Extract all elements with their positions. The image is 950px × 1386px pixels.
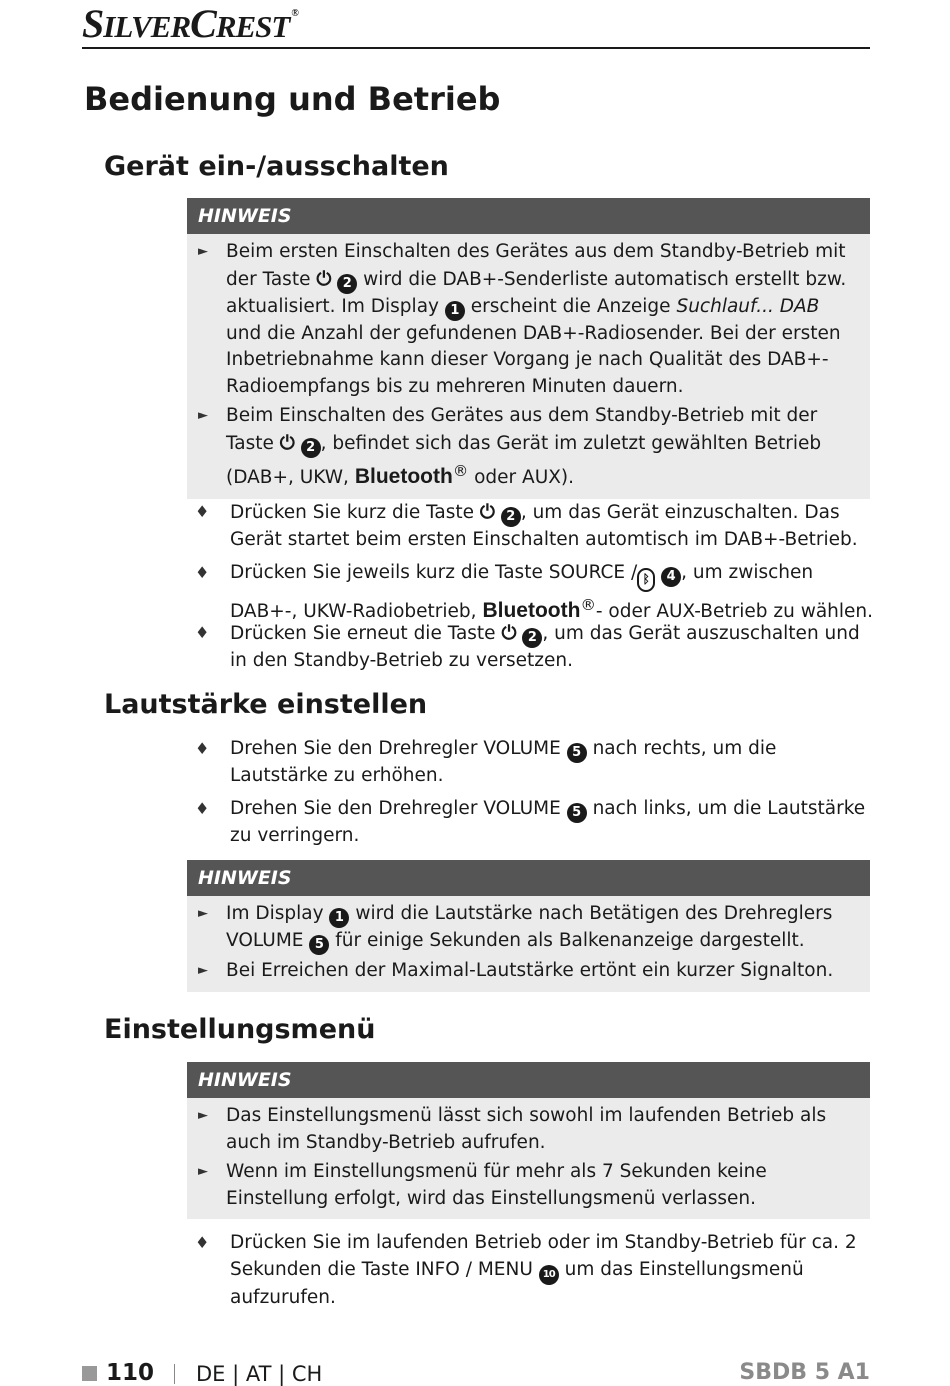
brand-logo: SILVERCREST ®	[82, 1, 298, 46]
diamond-bullet-icon: ♦	[195, 623, 210, 642]
list-item: ♦ Drücken Sie erneut die Taste ⏻ 2 , um das Gerät auszuschalten und in den Standby-Betrieb zu versetzen.	[195, 622, 860, 671]
list-item: ♦ Drehen Sie den Drehregler VOLUME 5 nach rechts, um die Lautstärke zu erhöhen.	[195, 738, 777, 786]
ref-number: 2	[337, 274, 357, 294]
note-item: ► Im Display 1 wird die Lautstärke nach Betätigen des Drehreglers VOLUME 5 für einige Sekunden als Balkenanzeige dargestellt.	[198, 901, 858, 955]
ref-number: 1	[329, 908, 349, 928]
section-heading-power: Gerät ein-/ausschalten	[104, 151, 449, 182]
ref-number: 4	[661, 567, 681, 587]
model-number: SBDB 5 A1	[739, 1360, 870, 1385]
triangle-arrow-icon: ►	[198, 1108, 208, 1123]
footer-square-icon	[82, 1366, 97, 1381]
note-box-volume	[187, 860, 870, 992]
page-number: 110	[106, 1360, 155, 1386]
power-icon: ⏻	[279, 431, 295, 454]
ref-number: 2	[522, 628, 542, 648]
note-item: ► Bei Erreichen der Maximal-Lautstärke ertönt ein kurzer Signalton.	[198, 958, 858, 985]
note-item: ► Wenn im Einstellungsmenü für mehr als 7 Sekunden keine Einstellung erfolgt, wird das Einstellungsmenü verlassen.	[198, 1161, 767, 1209]
list-item: ♦ Drehen Sie den Drehregler VOLUME 5 nach links, um die Lautstärke zu verringern.	[195, 798, 866, 846]
list-item: ♦ Drücken Sie kurz die Taste ⏻ 2 , um das Gerät einzuschalten. Das Gerät startet beim ersten Einschalten automtisch im DAB+-Betrieb.	[195, 501, 858, 550]
triangle-arrow-icon: ►	[198, 244, 208, 259]
page-footer	[82, 1360, 870, 1386]
region-codes: DE | AT | CH	[196, 1362, 323, 1386]
note-label: HINWEIS	[187, 198, 870, 234]
diamond-bullet-icon: ♦	[195, 799, 210, 818]
power-icon: ⏻	[316, 267, 332, 290]
note-box-power	[187, 198, 870, 499]
triangle-arrow-icon: ►	[198, 963, 208, 978]
triangle-arrow-icon: ►	[198, 906, 208, 921]
power-icon: ⏻	[501, 622, 517, 644]
bluetooth-icon: ᛒ	[637, 568, 655, 592]
page-title: Bedienung und Betrieb	[84, 80, 501, 118]
footer-divider	[174, 1364, 175, 1384]
ref-number: 2	[501, 507, 521, 527]
ref-number: 2	[301, 438, 321, 458]
ref-number: 10	[539, 1265, 559, 1285]
note-item: ► Beim ersten Einschalten des Gerätes aus dem Standby-Betrieb mit der Taste ⏻ 2 wird die DAB+-Senderliste automatisch erstellt bzw. aktualisiert. Im Display 1 erscheint die Anzeige Suchlauf... DAB und die Anzahl der gefundenen DAB+-Radiosender. Bei der ersten Inbetriebnahme kann dieser Vorgang je nach Qualität des DAB+-Radioempfangs bis zu mehreren Minuten dauern.	[198, 241, 847, 397]
ref-number: 5	[567, 803, 587, 823]
note-box-settings	[187, 1062, 870, 1219]
list-item: ♦ Drücken Sie jeweils kurz die Taste SOURCE / ᛒ 4 , um zwischen DAB+-, UKW-Radiobetrieb, Bluetooth®- oder AUX-Betrieb zu wählen.	[195, 562, 874, 623]
power-icon: ⏻	[479, 501, 495, 523]
ref-number: 5	[567, 743, 587, 763]
diamond-bullet-icon: ♦	[195, 563, 210, 582]
ref-number: 1	[445, 301, 465, 321]
diamond-bullet-icon: ♦	[195, 1233, 210, 1252]
diamond-bullet-icon: ♦	[195, 739, 210, 758]
ref-number: 5	[309, 935, 329, 955]
diamond-bullet-icon: ♦	[195, 502, 210, 521]
note-item: ► Das Einstellungsmenü lässt sich sowohl im laufenden Betrieb als auch im Standby-Betrieb aufrufen.	[198, 1105, 827, 1153]
section-heading-volume: Lautstärke einstellen	[104, 689, 428, 720]
header-divider	[82, 47, 870, 49]
note-item: ► Beim Einschalten des Gerätes aus dem Standby-Betrieb mit der Taste ⏻ 2 , befindet sich das Gerät im zuletzt gewählten Betrieb (DAB+, UKW, Bluetooth® oder AUX).	[198, 405, 822, 489]
section-heading-settings: Einstellungsmenü	[104, 1014, 376, 1045]
list-item: ♦ Drücken Sie im laufenden Betrieb oder im Standby-Betrieb für ca. 2 Sekunden die Taste INFO / MENU 10 um das Einstellungsmenü aufzurufen.	[195, 1232, 857, 1308]
note-label: HINWEIS	[187, 860, 870, 896]
triangle-arrow-icon: ►	[198, 408, 208, 424]
triangle-arrow-icon: ►	[198, 1164, 208, 1180]
note-label: HINWEIS	[187, 1062, 870, 1098]
